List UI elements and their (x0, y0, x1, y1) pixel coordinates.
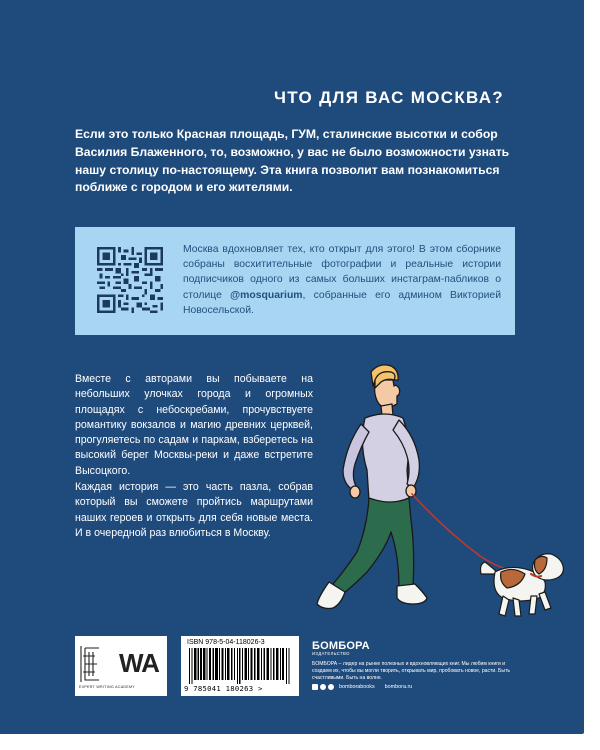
back-hand (350, 486, 360, 498)
dog-leg-3 (529, 596, 537, 614)
leash (412, 494, 509, 570)
barcode-icon (189, 648, 291, 684)
dog-leg-4 (539, 592, 551, 610)
cover-heading: ЧТО ДЛЯ ВАС МОСКВА? (274, 88, 504, 107)
instagram-handle: @mosquarium (230, 289, 303, 301)
qr-code-icon (97, 247, 163, 313)
vk-icon (312, 684, 318, 690)
publisher-subtitle: ИЗДАТЕЛЬСТВО (312, 651, 350, 656)
publisher-logo: БОМБОРА (312, 640, 370, 652)
quote-text (183, 242, 501, 318)
trousers (333, 498, 414, 594)
body-paragraph-2: Каждая история — это часть пазла, собрав который вы сможете пройтись маршрутами наших героев и открыть для себя новые места. И в очередной раз влюбиться в Москву. (75, 481, 313, 539)
front-hand (406, 485, 416, 497)
ewa-logo-subtitle: EXPERT WRITING ACADEMY (79, 685, 135, 689)
publisher-site: bombora.ru (384, 684, 413, 690)
front-shoe (397, 584, 427, 604)
social-handle: bomborabooks (339, 684, 375, 690)
quote-text-end: , собранные его админом Викторией Новосельской. (183, 289, 501, 316)
dog-leg-1 (499, 596, 509, 616)
intro-paragraph: Если это только Красная площадь, ГУМ, сталинские высотки и собор Василия Блаженного, то, возможно, у вас не было возможности узнать нашу столицу по-настоящему. Эта книга позволит вам познакомиться поближе с городом и его жителями. (75, 127, 510, 195)
youtube-icon (320, 684, 326, 690)
ewa-logo-text: WA (119, 648, 159, 678)
isbn-box (181, 636, 299, 696)
body-paragraph-1: Вместе с авторами вы побываете на небольших улочках города и огромных площадях с небоскребами, прочувствуете романтику вокзалов и магию древних церквей, прогуляетесь по садам и паркам, взберетесь на высокий берег Москвы-реки и даже встретите Высоцкого. (75, 373, 313, 477)
publisher-social (312, 684, 412, 690)
quote-box (75, 227, 515, 335)
barcode-number: 9 785041 180263 > (184, 684, 263, 693)
quote-text-start: Москва вдохновляет тех, кто открыт для этого! В этом сборнике собраны восхитительные фотографии и реальные истории подписчиков одного из самых больших инстаграм-пабликов о столице (183, 244, 501, 301)
man-walking-dog-illustration (295, 360, 585, 630)
ewa-logo-icon (79, 644, 123, 684)
publisher-description: БОМБОРА – лидер на рынке полезных и вдохновляющих книг. Мы любим книги и создаем их, чтобы вы могли творить, открывать мир, пробовать новое, расти. Быть счастливыми. Быть на волне. (312, 661, 511, 681)
ewa-logo-box (75, 636, 167, 696)
isbn-label: ISBN 978-5-04-118026-3 (187, 639, 265, 646)
telegram-icon (328, 684, 334, 690)
